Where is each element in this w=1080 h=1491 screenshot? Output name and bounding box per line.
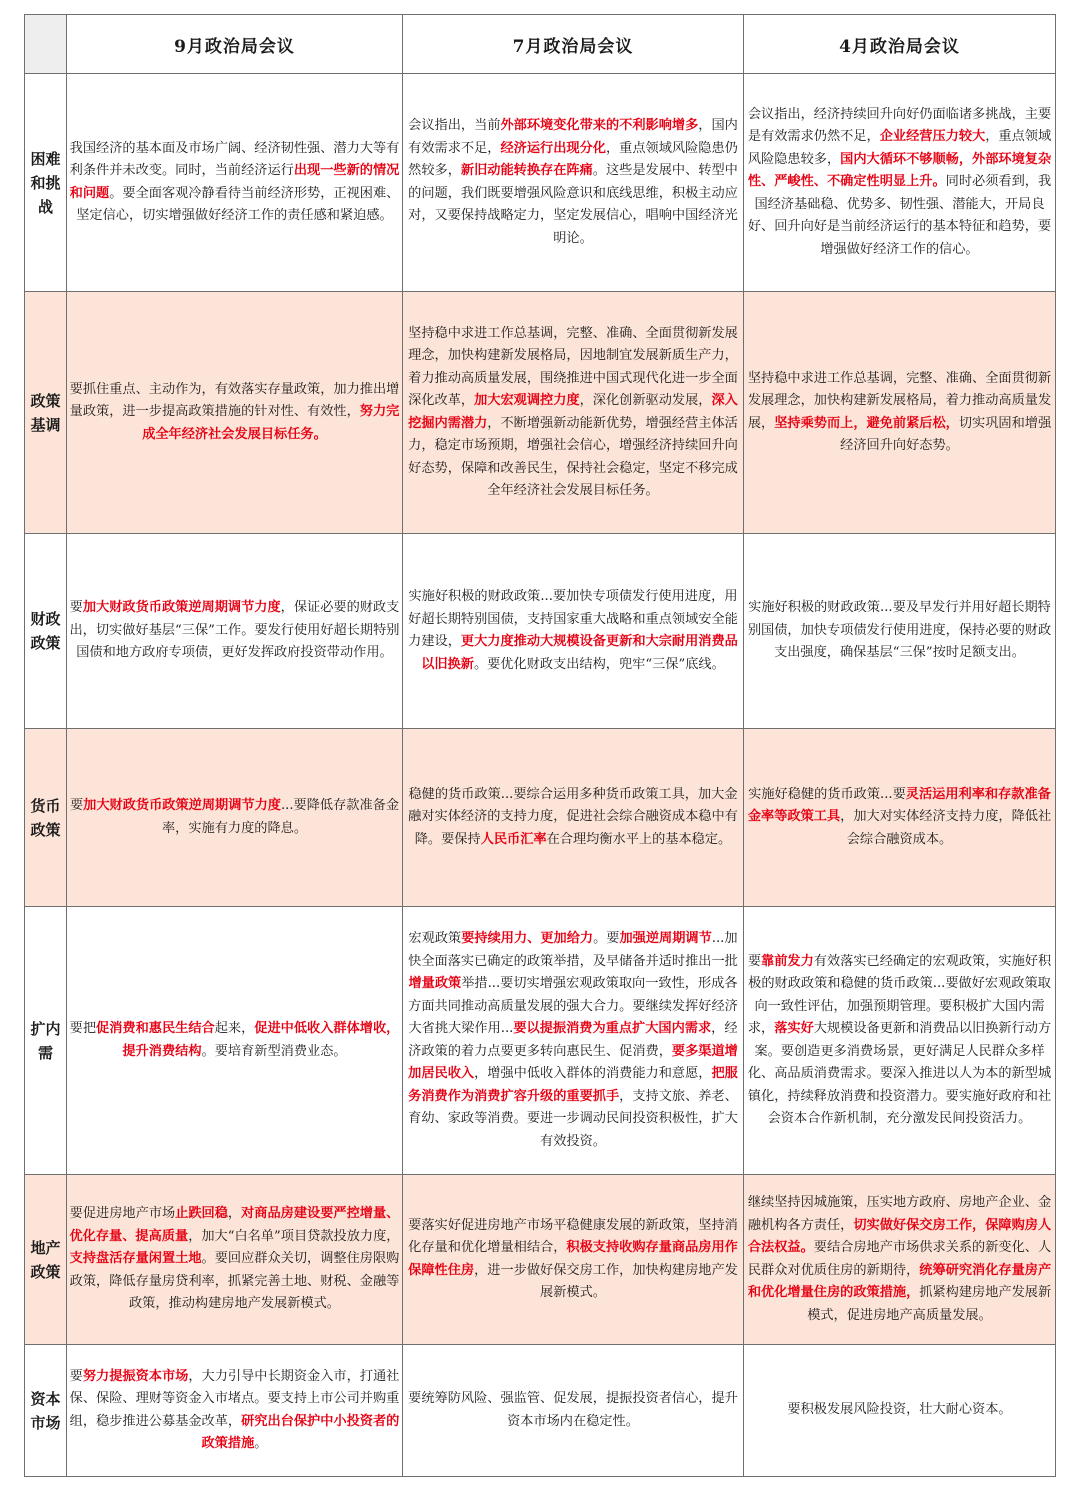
highlighted-text: 加大财政货币政策逆周期调节力度 (82, 600, 281, 616)
highlighted-text: 努力完成全年经济社会发展目标任务。 (142, 404, 400, 442)
row-label: 资本市场 (25, 1345, 67, 1477)
body-text: 。要 (593, 931, 620, 946)
body-text: ...要降低存款准备金率，实施有力度的降息。 (161, 798, 400, 836)
body-text: 。要优化财政支出结构，兜牢“三保”底线。 (473, 656, 725, 672)
highlighted-text: 坚持乘势而上，避免前紧后松， (774, 415, 959, 431)
highlighted-text: 对商品房建设要严控增量、优化存量、提高质量 (69, 1206, 400, 1244)
body-text: 要结合房地产市场供求关系的新变化、人民群众对优质住房的新期待， (747, 1240, 1052, 1278)
body-text: 在合理均衡水平上的基本稳定。 (546, 831, 732, 847)
cell-april (744, 1345, 1056, 1477)
header-corner (25, 15, 67, 74)
cell-april (744, 729, 1056, 907)
row-real-estate-policy (25, 1175, 1056, 1345)
highlighted-text: 积极支持收购存量商品房用作保障性住房 (408, 1240, 738, 1278)
body-text: ，加大“白名单”项目贷款投放力度， (188, 1228, 400, 1244)
body-text: ，经济政策的着力点要更多转向惠民生、促消费， (408, 1021, 738, 1059)
highlighted-text: 把服务消费作为消费扩容升级的重要抓手 (408, 1066, 738, 1104)
highlighted-text: 支持盘活存量闲置土地 (69, 1251, 202, 1267)
body-text: 要 (69, 1368, 83, 1384)
row-label: 地产政策 (25, 1175, 67, 1345)
highlighted-text: 靠前发力 (761, 953, 814, 969)
cell-september (67, 74, 403, 292)
highlighted-text: 加大财政货币政策逆周期调节力度 (83, 798, 281, 813)
cell-april (744, 907, 1056, 1175)
cell-july (403, 292, 744, 534)
highlighted-text: 灵活运用利率和存款准备金率等政策工具 (747, 786, 1051, 825)
cell-july (403, 74, 744, 292)
body-text: 会议指出，经济持续回升向好仍面临诸多挑战，主要是有效需求仍然不足， (747, 106, 1052, 145)
body-text: 大规模设备更新和消费品以旧换新行动方案。要创造更多消费场景，更好满足人民群众多样化、高品质消费需求。要深入推进以人为本的新型城镇化，持续释放消费和投资潜力。要实施好政府和社会资本合作新机制，充分激发民间投资活力。 (747, 1021, 1052, 1126)
cell-july (403, 1175, 744, 1345)
body-text: 会议指出，当前 (408, 118, 501, 133)
body-text: 我国经济的基本面及市场广阔、经济韧性强、潜力大等有利条件并未改变。同时，当前经济运行 (69, 140, 400, 178)
header-july-meeting: 7月政治局会议 (403, 15, 744, 74)
body-text: 举措...要切实增强宏观政策取向一致性，形成各方面共同推动高质量发展的强大合力。要继续发挥好经济大省挑大梁作用... (408, 976, 738, 1036)
body-text: 实施好积极的财政政策...要及早发行并用好超长期特别国债，加快专项债发行使用进度，保持必要的财政支出强度，确保基层“三保”按时足额支出。 (747, 600, 1052, 661)
highlighted-text: 要多渠道增加居民收入 (408, 1043, 738, 1081)
cell-july (403, 729, 744, 907)
row-label: 困难和挑战 (25, 74, 67, 292)
body-text: 要落实好促进房地产市场平稳健康发展的新政策，坚持消化存量和优化增量相结合， (408, 1217, 738, 1255)
row-label: 货币政策 (25, 729, 67, 907)
highlighted-text: 要持续用力、更加给力 (461, 931, 594, 946)
body-text: 要促进房地产市场 (69, 1206, 176, 1222)
highlighted-text: 更大力度推动大规模设备更新和大宗耐用消费品以旧换新 (421, 634, 738, 672)
header-september-meeting: 9月政治局会议 (67, 15, 403, 74)
cell-april (744, 1175, 1056, 1345)
row-difficulties (25, 74, 1056, 292)
policy-comparison-table (24, 14, 1056, 1477)
cell-july (403, 534, 744, 729)
body-text: ，不断增强新动能新优势，增强经营主体活力，稳定市场预期，增强社会信心，增强经济持续回升向好态势，保障和改善民生，保持社会稳定，坚定不移完成全年经济社会发展目标任务。 (408, 415, 738, 498)
cell-april (744, 292, 1056, 534)
body-text: ，国内有效需求不足， (408, 118, 738, 156)
body-text: ，保证必要的财政支出，切实做好基层“三保”工作。要发行使用好超长期特别国债和地方政府专项债，更好发挥政府投资带动作用。 (69, 600, 400, 661)
highlighted-text: 人民币汇率 (480, 831, 547, 847)
cell-july (403, 1345, 744, 1477)
highlighted-text: 促进中低收入群体增收，提升消费结构 (122, 1021, 400, 1059)
body-text: 有效落实已经确定的宏观政策，实施好积极的财政政策和稳健的货币政策...要做好宏观政策取向一致性评估，加强预期管理。要积极扩大国内需求， (747, 953, 1052, 1036)
body-text: 。 (254, 1436, 268, 1451)
cell-september (67, 292, 403, 534)
row-label: 政策基调 (25, 292, 67, 534)
body-text: 宏观政策 (408, 931, 462, 946)
cell-april (744, 74, 1056, 292)
body-text: ，重点领域风险隐患较多， (747, 129, 1052, 167)
body-text: ，重点领域风险隐患仍然较多， (408, 140, 738, 178)
row-label: 扩内需 (25, 907, 67, 1175)
body-text: 稳健的货币政策...要综合运用多种货币政策工具，加大金融对实体经济的支持力度，促进社会综合融资成本稳中有降。要保持 (408, 786, 738, 847)
body-text: ，加大对实体经济支持力度，降低社会综合融资成本。 (840, 809, 1052, 847)
body-text: 。要回应群众关切，调整住房限购政策，降低存量房贷利率，抓紧完善土地、财税、金融等政策，推动构建房地产发展新模式。 (69, 1251, 400, 1312)
body-text: 切实巩固和增强经济回升向好态势。 (840, 415, 1052, 453)
cell-april (744, 534, 1056, 729)
highlighted-text: 企业经营压力较大 (879, 129, 986, 145)
highlighted-text: 研究出台保护中小投资者的政策措施 (201, 1413, 400, 1451)
header-row (25, 15, 1056, 74)
row-label: 财政政策 (25, 534, 67, 729)
body-text: 要积极发展风险投资，壮大耐心资本。 (787, 1402, 1012, 1418)
body-text: 继续坚持因城施策，压实地方政府、房地产企业、金融机构各方责任， (747, 1195, 1052, 1233)
highlighted-text: 促消费和惠民生结合 (96, 1021, 215, 1036)
highlighted-text: 切实做好保交房工作，保障购房人合法权益。 (747, 1217, 1052, 1255)
body-text: ，大力引导中长期资金入市，打通社保、保险、理财等资金入市堵点。要支持上市公司并购重组，稳步推进公募基金改革， (69, 1368, 400, 1429)
cell-september (67, 1345, 403, 1477)
body-text: 要把 (69, 1021, 97, 1036)
highlighted-text: 经济运行出现分化 (500, 140, 606, 156)
row-capital-market (25, 1345, 1056, 1477)
highlighted-text: 加大宏观调控力度 (474, 393, 580, 408)
body-text: 坚持稳中求进工作总基调，完整、准确、全面贯彻新发展理念，加快构建新发展格局，着力推动高质量发展， (747, 370, 1052, 431)
body-text: 。要培育新型消费业态。 (201, 1043, 347, 1059)
body-text: ...加快全面落实已确定的政策举措，及早储备并适时推出一批 (408, 931, 738, 969)
highlighted-text: 增量政策 (408, 976, 462, 991)
body-text: 起来， (214, 1021, 255, 1036)
body-text: 要 (69, 600, 83, 616)
highlighted-text: 加强逆周期调节 (619, 931, 712, 946)
cell-july (403, 907, 744, 1175)
highlighted-text: 要以提振消费为重点扩大国内需求 (513, 1021, 712, 1036)
body-text: ，支持文旅、养老、育幼、家政等消费。要进一步调动民间投资积极性，扩大有效投资。 (408, 1088, 738, 1149)
row-fiscal-policy (25, 534, 1056, 729)
body-text: ，进一步做好保交房工作，加快构建房地产发展新模式。 (474, 1262, 738, 1300)
highlighted-text: 统筹研究消化存量房产和优化增量住房的政策措施， (747, 1262, 1052, 1300)
body-text: 同时必须看到，我国经济基础稳、优势多、韧性强、潜能大，开局良好、回升向好是当前经济运行的基本特征和趋势，要增强做好经济工作的信心。 (747, 174, 1052, 257)
cell-september (67, 1175, 403, 1345)
body-text: 。要全面客观冷静看待当前经济形势，正视困难、坚定信心，切实增强做好经济工作的责任感和紧迫感。 (76, 185, 400, 223)
body-text: ，增强中低收入群体的消费能力和意愿， (474, 1066, 712, 1081)
row-policy-tone (25, 292, 1056, 534)
highlighted-text: 落实好 (774, 1021, 814, 1036)
header-april-meeting: 4月政治局会议 (744, 15, 1056, 74)
body-text: 实施好稳健的货币政策...要 (748, 786, 906, 802)
highlighted-text: 外部环境变化带来的不利影响增多 (500, 118, 699, 133)
body-text: 要抓住重点、主动作为，有效落实存量政策，加力推出增量政策，进一步提高政策措施的针对性、有效性， (69, 381, 400, 420)
row-monetary-policy (25, 729, 1056, 907)
body-text: ，深化创新驱动发展， (579, 393, 712, 408)
highlighted-text: 出现一些新的情况和问题 (69, 163, 400, 201)
highlighted-text: 国内大循环不够顺畅，外部环境复杂性、严峻性、不确定性明显上升。 (747, 151, 1052, 190)
body-text: 。这些是发展中、转型中的问题，我们既要增强风险意识和底线思维，积极主动应对，又要保持战略定力，坚定发展信心，唱响中国经济光明论。 (408, 163, 738, 246)
body-text: 要统筹防风险、强监管、促发展，提振投资者信心，提升资本市场内在稳定性。 (408, 1391, 738, 1429)
row-domestic-demand (25, 907, 1056, 1175)
body-text: 要 (747, 953, 762, 969)
highlighted-text: 止跌回稳 (175, 1206, 228, 1222)
body-text: 要 (69, 798, 84, 813)
cell-september (67, 907, 403, 1175)
body-text: 抓紧构建房地产发展新模式，促进房地产高质量发展。 (807, 1285, 1052, 1323)
highlighted-text: 新旧动能转换存在阵痛 (460, 163, 593, 178)
body-text: 实施好积极的财政政策...要加快专项债发行使用进度，用好超长期特别国债，支持国家重大战略和重点领域安全能力建设， (408, 589, 738, 649)
body-text: ， (227, 1206, 242, 1222)
cell-september (67, 729, 403, 907)
cell-september (67, 534, 403, 729)
highlighted-text: 深入挖掘内需潜力 (408, 393, 738, 431)
body-text: 坚持稳中求进工作总基调，完整、准确、全面贯彻新发展理念，加快构建新发展格局，因地制宜发展新质生产力，着力推动高质量发展，围绕推进中国式现代化进一步全面深化改革， (408, 325, 738, 408)
highlighted-text: 努力提振资本市场 (82, 1368, 189, 1384)
